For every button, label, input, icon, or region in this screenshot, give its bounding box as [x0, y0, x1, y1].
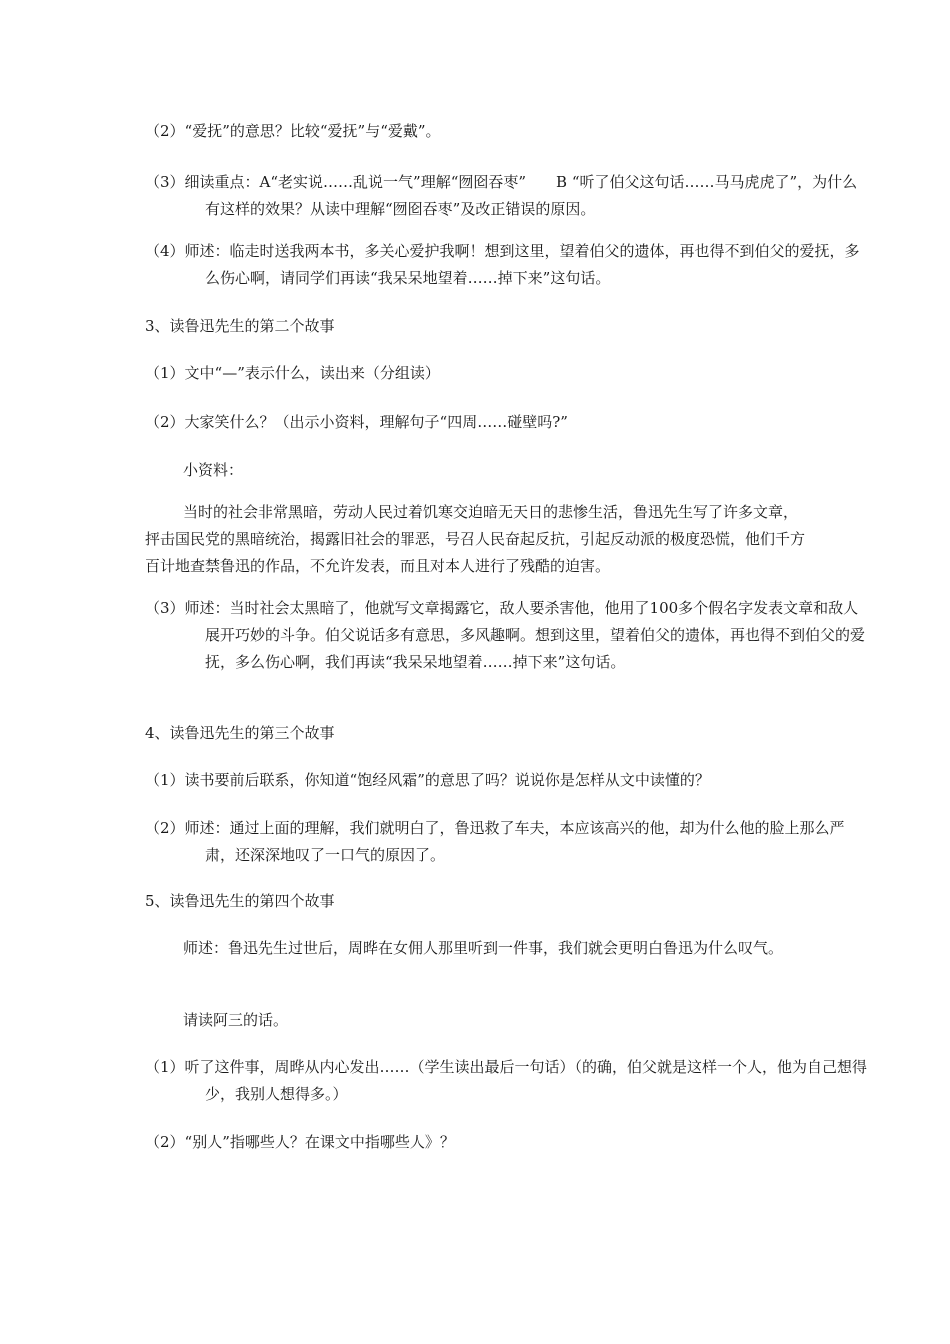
section-heading-4: 4、读鲁迅先生的第三个故事	[145, 724, 335, 742]
teacher-narration-story-4: 师述：鲁迅先生过世后，周晔在女佣人那里听到一件事，我们就会更明白鲁迅为什么叹气。	[183, 939, 784, 957]
paragraph-3-close-reading: （3）细读重点：A“老实说……乱说一气”理解“囫囵吞枣” B “听了伯父这句话……马马虎虎了”，为什么有这样的效果？从读中理解“囫囵吞枣”及改正错误的原因。	[145, 173, 858, 218]
read-asan-words: 请读阿三的话。	[183, 1011, 289, 1029]
paragraph-1-dash-meaning: （1）文中“—”表示什么，读出来（分组读）	[145, 364, 440, 382]
paragraph-2-aifu-meaning: （2）“爱抚”的意思？比较“爱抚”与“爱戴”。	[145, 122, 441, 140]
section-heading-3: 3、读鲁迅先生的第二个故事	[145, 317, 335, 335]
paragraph-2-laughing: （2）大家笑什么？（出示小资料，理解句子“四周……碰壁吗?”	[145, 413, 568, 431]
paragraph-1-heartfelt: （1）听了这件事，周晔从内心发出……（学生读出最后一句话）（的确，伯父就是这样一个人，他为自己想得少，我别人想得多。）	[145, 1058, 868, 1103]
section-heading-5: 5、读鲁迅先生的第四个故事	[145, 892, 335, 910]
paragraph-2-others: （2）“别人”指哪些人？在课文中指哪些人》？	[145, 1133, 455, 1151]
paragraph-2-teacher-narration: （2）师述：通过上面的理解，我们就明白了，鲁迅救了车夫，本应该高兴的他，却为什么他的脸上那么严肃，还深深地叹了一口气的原因了。	[145, 819, 845, 864]
paragraph-1-weathered: （1）读书要前后联系，你知道“饱经风霜”的意思了吗？说说你是怎样从文中读懂的？	[145, 771, 710, 789]
paragraph-4-teacher-narration: （4）师述：临走时送我两本书，多关心爱护我啊！想到这里，望着伯父的遗体，再也得不到伯父的爱抚，多么伤心啊，请同学们再读“我呆呆地望着……掉下来”这句话。	[145, 242, 860, 287]
small-info-body: 当时的社会非常黑暗，劳动人民过着饥寒交迫暗无天日的悲惨生活，鲁迅先生写了许多文章，抨击国民党的黑暗统治，揭露旧社会的罪恶，号召人民奋起反抗，引起反动派的极度恐慌，他们千方百计地查禁鲁迅的作品，不允许发表，而且对本人进行了残酷的迫害。	[145, 503, 806, 575]
small-info-label: 小资料：	[183, 461, 244, 479]
paragraph-3-teacher-narration: （3）师述：当时社会太黑暗了，他就写文章揭露它，敌人要杀害他，他用了100多个假名字发表文章和敌人展开巧妙的斗争。伯父说话多有意思，多风趣啊。想到这里，望着伯父的遗体，再也得不到伯父的爱抚，多么伤心啊，我们再读“我呆呆地望着……掉下来”这句话。	[145, 599, 866, 671]
